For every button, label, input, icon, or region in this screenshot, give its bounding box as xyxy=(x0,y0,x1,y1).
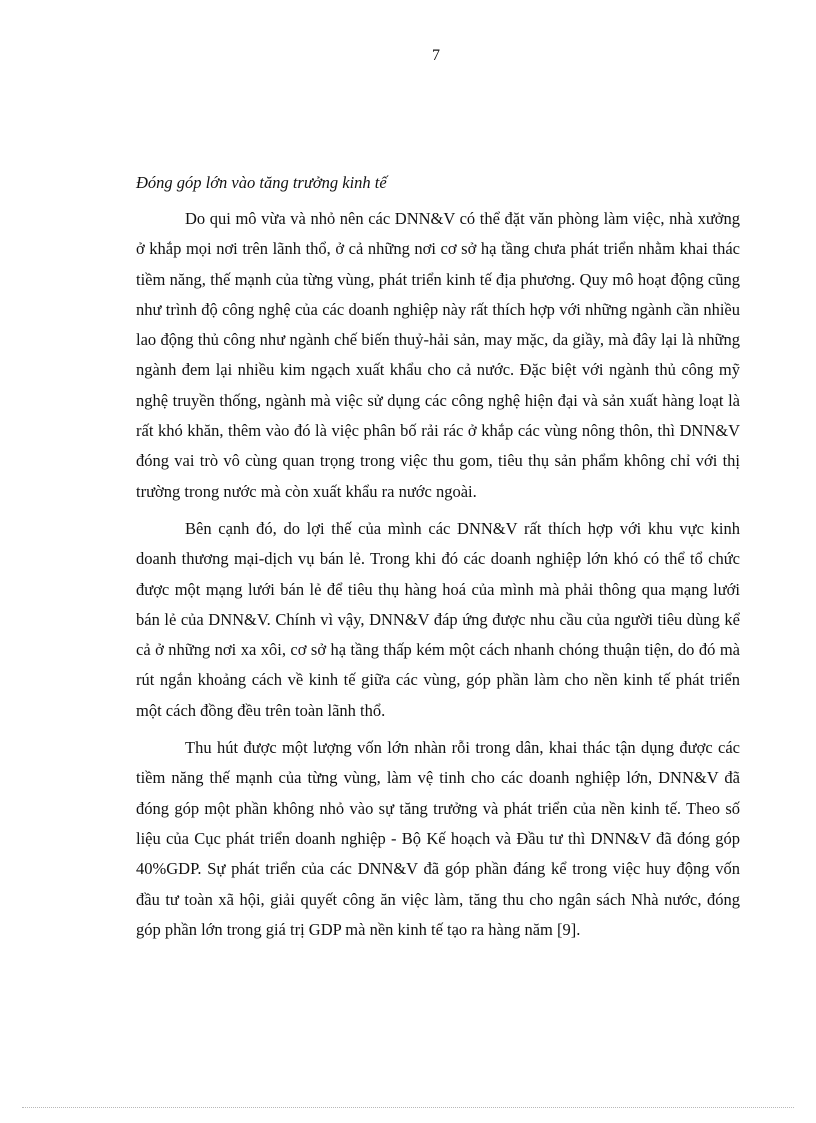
paragraph-scale-advantages: Do qui mô vừa và nhỏ nên các DNN&V có thể đặt văn phòng làm việc, nhà xưởng ở khắp mọi nơi trên lãnh thổ, ở cả những nơi cơ sở hạ tầng chưa phát triển nhằm khai thác tiềm năng, thế mạnh của từng vùng, phát triển kinh tế địa phương. Quy mô hoạt động cũng như trình độ công nghệ của các doanh nghiệp này rất thích hợp với những ngành cần nhiều lao động thủ công như ngành chế biến thuỷ-hải sản, may mặc, da giầy, mà đây lại là những ngành đem lại nhiều kim ngạch xuất khẩu cho cả nước. Đặc biệt với ngành thủ công mỹ nghệ truyền thống, ngành mà việc sử dụng các công nghệ hiện đại và sản xuất hàng loạt là rất khó khăn, thêm vào đó là việc phân bố rải rác ở khắp các vùng nông thôn, thì DNN&V đóng vai trò vô cùng quan trọng trong việc thu gom, tiêu thụ sản phẩm không chỉ với thị trường trong nước mà còn xuất khẩu ra nước ngoài. xyxy=(136,209,740,501)
page-number: 7 xyxy=(432,47,440,64)
paragraph-gdp-contribution: Thu hút được một lượng vốn lớn nhàn rỗi trong dân, khai thác tận dụng được các tiềm năng thế mạnh của từng vùng, làm vệ tinh cho các doanh nghiệp lớn, DNN&V đã đóng góp một phần không nhỏ vào sự tăng trưởng và phát triển của nền kinh tế. Theo số liệu của Cục phát triển doanh nghiệp - Bộ Kế hoạch và Đầu tư thì DNN&V đã đóng góp 40%GDP. Sự phát triển của các DNN&V đã góp phần đáng kể trong việc huy động vốn đầu tư toàn xã hội, giải quyết công ăn việc làm, tăng thu cho ngân sách Nhà nước, đóng góp phần lớn trong giá trị GDP mà nền kinh tế tạo ra hàng năm [9]. xyxy=(136,738,740,939)
paragraph-retail-network: Bên cạnh đó, do lợi thế của mình các DNN&V rất thích hợp với khu vực kinh doanh thương mại-dịch vụ bán lẻ. Trong khi đó các doanh nghiệp lớn khó có thể tổ chức được một mạng lưới bán lẻ để tiêu thụ hàng hoá của mình mà phải thông qua mạng lưới bán lẻ của DNN&V. Chính vì vậy, DNN&V đáp ứng được nhu cầu của người tiêu dùng kể cả ở những nơi xa xôi, cơ sở hạ tầng thấp kém một cách nhanh chóng thuận tiện, do đó mà rút ngắn khoảng cách về kinh tế giữa các vùng, góp phần làm cho nền kinh tế phát triển một cách đồng đều trên toàn lãnh thổ. xyxy=(136,518,740,720)
section-heading: Đóng góp lớn vào tăng trưởng kinh tế xyxy=(136,173,387,192)
page-bottom-divider xyxy=(22,1107,794,1108)
document-body xyxy=(136,168,740,952)
